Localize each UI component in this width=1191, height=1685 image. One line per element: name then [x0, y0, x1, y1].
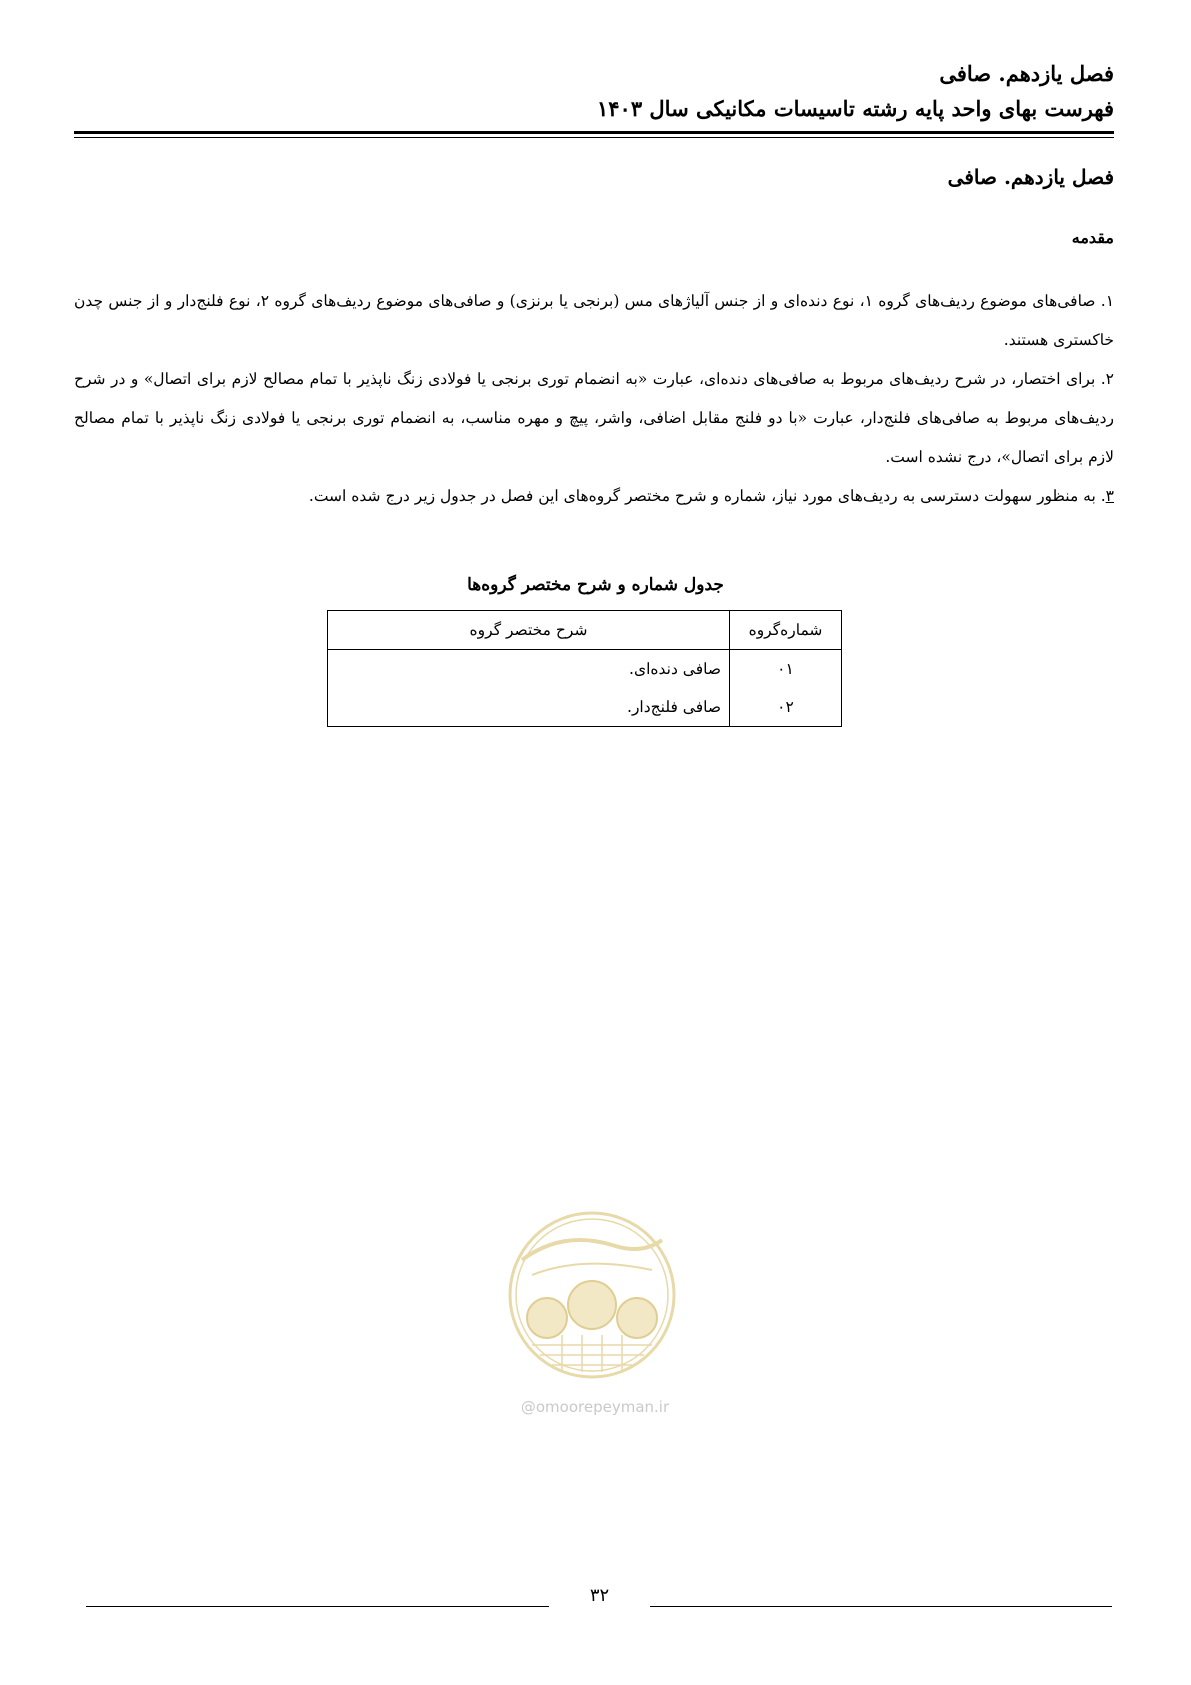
footer-rule-right [650, 1606, 1112, 1607]
page-header [74, 56, 1114, 126]
group-number-cell: ۰۲ [730, 688, 842, 727]
paragraph-3-text: . به منظور سهولت دسترسی به ردیف‌های مورد نیاز، شماره و شرح مختصر گروه‌های این فصل در جدول زیر درج شده است. [308, 487, 1106, 505]
table-row [328, 650, 842, 689]
group-number-cell: ۰۱ [730, 650, 842, 689]
footer-rule-left [86, 1606, 549, 1607]
intro-heading: مقدمه [1071, 228, 1114, 247]
groups-table [327, 610, 842, 727]
group-description-cell: صافی دنده‌ای. [328, 650, 730, 689]
table-caption: جدول شماره و شرح مختصر گروه‌ها [467, 575, 724, 595]
group-description-cell: صافی فلنج‌دار. [328, 688, 730, 727]
watermark-logo [502, 1200, 682, 1390]
chapter-title: فصل یازدهم. صافی [947, 165, 1114, 189]
paragraph-3 [74, 477, 1114, 516]
header-document-title: فهرست بهای واحد پایه رشته تاسیسات مکانیکی سال ۱۴۰۳ [596, 96, 1114, 121]
intro-body [74, 282, 1114, 516]
table-header-row [328, 611, 842, 650]
table-row [328, 688, 842, 727]
header-rule-thin [74, 137, 1114, 138]
header-rule-thick [74, 131, 1114, 134]
header-group-number: شماره‌گروه [730, 611, 842, 650]
page-number: ۳۲ [589, 1585, 610, 1606]
header-chapter-title: فصل یازدهم. صافی [939, 61, 1114, 86]
watermark-seal-icon [502, 1200, 682, 1390]
paragraph-1: ۱. صافی‌های موضوع ردیف‌های گروه ۱، نوع دنده‌ای و از جنس آلیاژهای مس (برنجی یا برنزی) و صافی‌های موضوع ردیف‌های گروه ۲، نوع فلنج‌دار و از جنس چدن خاکستری هستند. [74, 292, 1115, 349]
paragraph-3-number: ۳ [1105, 487, 1114, 505]
watermark-url: @omoorepeyman.ir [520, 1398, 670, 1416]
header-group-description: شرح مختصر گروه [328, 611, 730, 650]
paragraph-2: ۲. برای اختصار، در شرح ردیف‌های مربوط به صافی‌های دنده‌ای، عبارت «به انضمام توری برنجی یا فولادی زنگ ناپذیر با تمام مصالح لازم برای اتصال» و در شرح ردیف‌های مربوط به صافی‌های فلنج‌دار، عبارت «با دو فلنج مقابل اضافی، واشر، پیچ و مهره مناسب، به انضمام توری برنجی یا فولادی زنگ ناپذیر با تمام مصالح لازم برای اتصال»، درج نشده است. [74, 370, 1114, 466]
